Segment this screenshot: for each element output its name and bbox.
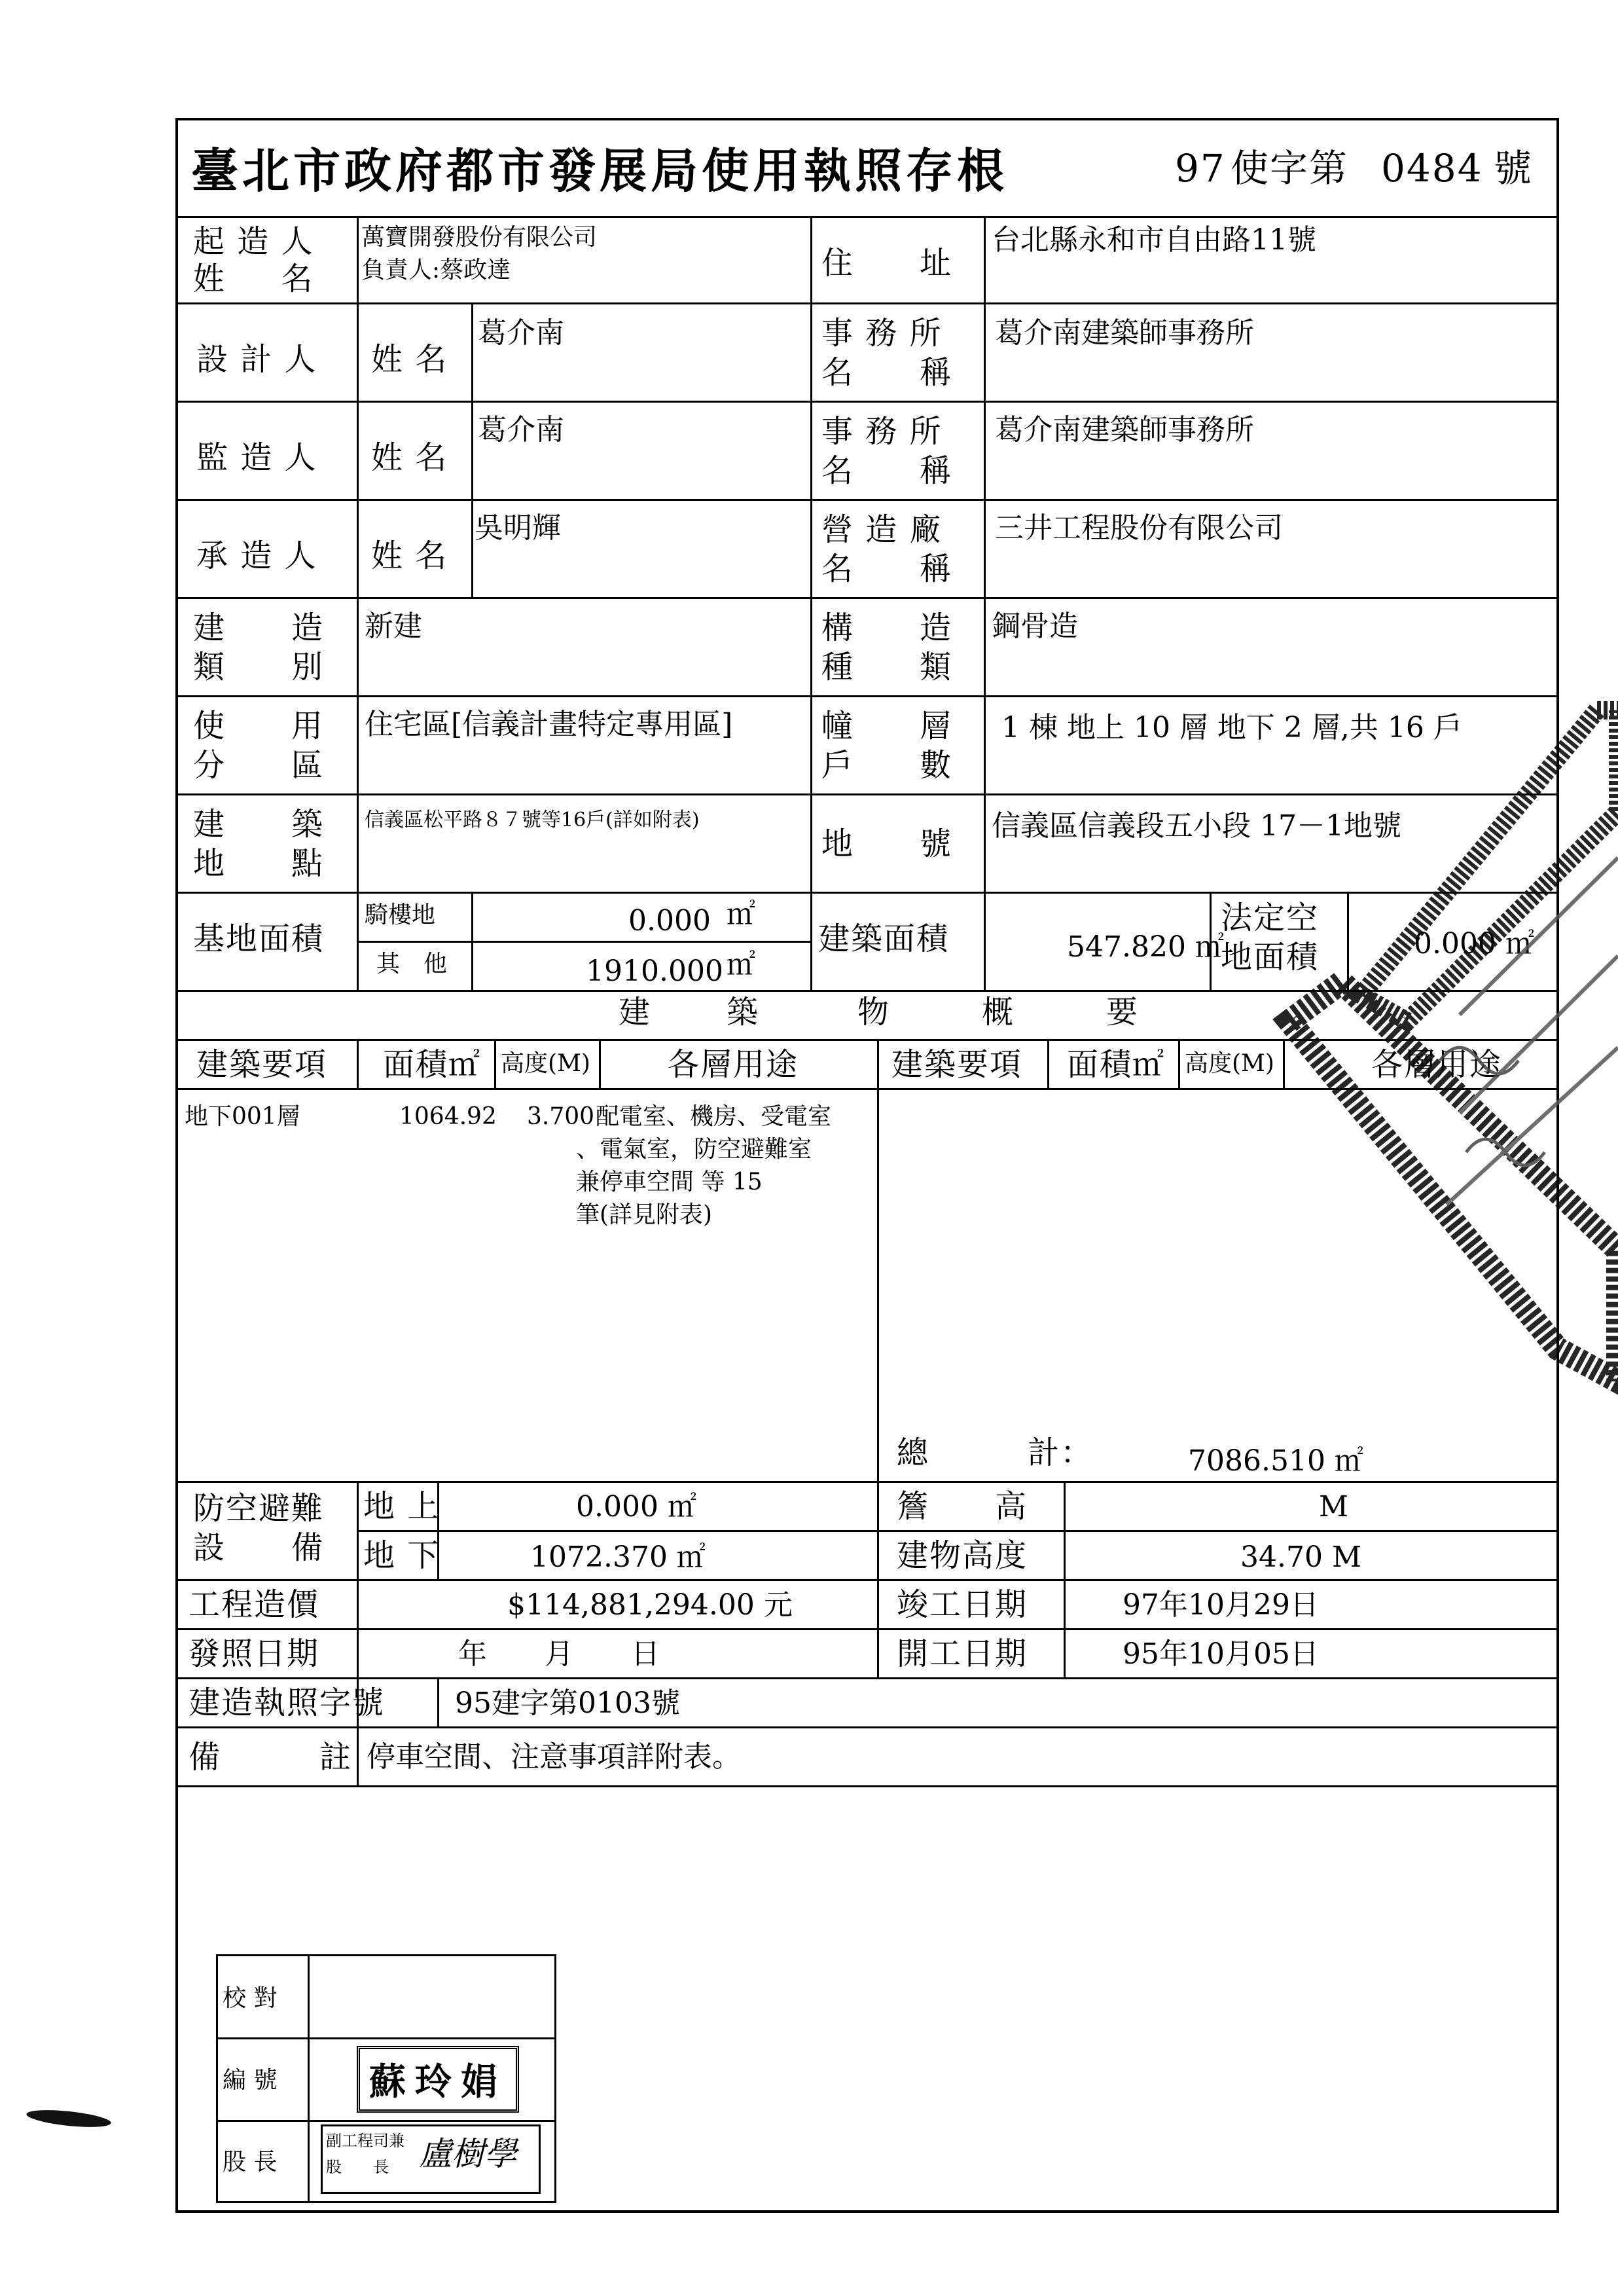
permit-year: 97 (1175, 146, 1226, 191)
col-header-height: 高度(M) (501, 1050, 590, 1077)
other-label: 其 他 (376, 951, 448, 977)
col-header-item-2: 建築要項 (891, 1046, 1023, 1083)
contractor-name: 吳明輝 (475, 511, 561, 545)
total-label: 總 計： (897, 1434, 1094, 1471)
construction-permit-value: 95建字第0103號 (455, 1686, 680, 1720)
cost-value: $114,881,294.00 元 (507, 1588, 793, 1622)
site-area-label: 基地面積 (193, 920, 325, 957)
chief-seal-title: 股 長 (326, 2158, 389, 2176)
stamp-band (1289, 710, 1618, 1381)
shelter-below-value: 1072.370 ㎡ (530, 1540, 706, 1574)
owner-representative: 負責人:蔡政達 (361, 257, 511, 283)
owner-label: 起 造 人 (193, 223, 314, 260)
open-space-label: 法定空 (1221, 900, 1320, 936)
other-value: 1910.000 (586, 955, 723, 988)
floor-use-line: 配電室、機房、受電室 (596, 1103, 832, 1130)
floor-label: 地下001層 (185, 1103, 300, 1130)
zoning-value: 住宅區[信義計畫特定專用區] (365, 708, 733, 741)
floor-area: 1064.92 (399, 1103, 497, 1130)
units-label: 戶 數 (821, 747, 953, 784)
start-date-label: 開工日期 (897, 1635, 1028, 1672)
col-header-height-2: 高度(M) (1185, 1050, 1274, 1077)
cost-label: 工程造價 (189, 1586, 320, 1623)
designer-office-label: 名 稱 (821, 354, 953, 391)
permit-number-suffix: 號 (1494, 146, 1534, 191)
build-type-label: 建 造 (193, 610, 325, 646)
eave-value: M (1319, 1490, 1349, 1523)
floor-use-line: 筆(詳見附表) (576, 1201, 713, 1228)
section-chief-label: 股 長 (223, 2149, 278, 2176)
overview-heading-char: 物 (857, 994, 891, 1030)
shelter-label: 設 備 (193, 1529, 325, 1566)
units-label: 幢 層 (821, 708, 953, 744)
remarks-label: 備 註 (189, 1739, 353, 1776)
overview-heading-char: 建 (619, 994, 652, 1030)
remarks-value: 停車空間、注意事項詳附表。 (367, 1740, 741, 1774)
zoning-label: 使 用 (193, 708, 325, 744)
owner-label: 姓 名 (193, 261, 314, 297)
document-title: 臺北市政府都市發展局使用執照存根 (191, 143, 1009, 198)
supervisor-office: 葛介南建築師事務所 (995, 413, 1254, 446)
overview-heading-char: 築 (727, 994, 760, 1030)
completion-value: 97年10月29日 (1123, 1588, 1319, 1622)
build-type-label: 類 別 (193, 649, 325, 685)
total-value: 7086.510 ㎡ (1188, 1444, 1363, 1478)
structure-value: 鋼骨造 (992, 610, 1078, 643)
issue-date-label: 發照日期 (189, 1635, 320, 1672)
col-header-use-2: 各層用途 (1371, 1046, 1503, 1083)
supervisor-office-label: 名 稱 (821, 452, 953, 489)
owner-address: 台北縣永和市自由路11號 (992, 223, 1316, 257)
chief-seal-title: 副工程司兼 (326, 2132, 404, 2150)
chief-seal-name: 盧樹學 (419, 2135, 517, 2173)
shelter-below-label: 地 下 (363, 1537, 440, 1574)
eave-label: 簷 高 (897, 1488, 1028, 1525)
contractor-firm-label: 營 造 廠 (821, 511, 943, 548)
build-type-value: 新建 (365, 610, 422, 643)
building-area-label: 建築面積 (818, 920, 950, 957)
other-unit: ㎡ (727, 948, 755, 981)
proofread-label: 校 對 (223, 1985, 278, 2012)
owner-company: 萬寶開發股份有限公司 (361, 224, 598, 251)
site-label: 建 築 (193, 806, 325, 843)
supervisor-office-label: 事 務 所 (821, 413, 943, 450)
designer-name-label: 姓 名 (371, 341, 448, 378)
designer-name: 葛介南 (478, 316, 564, 350)
col-header-use: 各層用途 (668, 1046, 799, 1083)
construction-permit-label: 建造執照字號 (189, 1685, 386, 1721)
open-space-value: 0.000 ㎡ (1414, 927, 1534, 960)
overview-heading-char: 概 (982, 994, 1015, 1030)
code-label: 編 號 (223, 2067, 278, 2094)
open-space-label: 地面積 (1221, 939, 1320, 975)
col-header-area: 面積㎡ (383, 1046, 482, 1083)
col-header-item: 建築要項 (196, 1046, 328, 1083)
permit-number: 0484 (1381, 146, 1483, 191)
building-height-label: 建物高度 (897, 1537, 1028, 1574)
zoning-label: 分 區 (193, 747, 325, 784)
floor-height: 3.700 (527, 1103, 595, 1130)
shelter-above-label: 地 上 (363, 1488, 440, 1525)
contractor-label: 承 造 人 (196, 538, 317, 574)
contractor-firm-label: 名 稱 (821, 551, 953, 587)
overview-heading-char: 要 (1106, 994, 1140, 1030)
designer-office: 葛介南建築師事務所 (995, 316, 1254, 350)
clerk-seal: 蘇玲娟 (357, 2046, 519, 2113)
lot-value: 信義區信義段五小段 17－1地號 (992, 809, 1401, 843)
arcade-value: 0.000 (628, 904, 711, 938)
completion-label: 竣工日期 (897, 1586, 1028, 1623)
structure-label: 種 類 (821, 649, 953, 685)
supervisor-name: 葛介南 (478, 413, 564, 446)
designer-label: 設 計 人 (196, 341, 317, 378)
site-value: 信義區松平路８７號等16戶(詳如附表) (365, 809, 700, 831)
supervisor-label: 監 造 人 (196, 439, 317, 476)
units-value: 1 棟 地上 10 層 地下 2 層,共 16 戶 (1001, 711, 1462, 744)
col-header-area-2: 面積㎡ (1067, 1046, 1166, 1083)
shelter-label: 防空避難 (193, 1490, 325, 1527)
start-date-value: 95年10月05日 (1123, 1637, 1319, 1671)
contractor-firm: 三井工程股份有限公司 (995, 511, 1283, 545)
floor-use-line: 兼停車空間 等 15 (576, 1169, 763, 1195)
contractor-name-label: 姓 名 (371, 538, 448, 574)
site-label: 地 點 (193, 845, 325, 882)
permit-number-label: 使字第 (1231, 146, 1349, 191)
arcade-unit: ㎡ (727, 898, 755, 931)
building-area-value: 547.820 ㎡ (1067, 930, 1224, 964)
address-label: 住 址 (821, 245, 953, 282)
building-height-value: 34.70 M (1240, 1540, 1362, 1574)
arcade-label: 騎樓地 (365, 902, 436, 928)
structure-label: 構 造 (821, 610, 953, 646)
issue-date-value: 年 月 日 (458, 1637, 660, 1671)
lot-label: 地 號 (821, 826, 953, 862)
shelter-above-value: 0.000 ㎡ (576, 1490, 696, 1523)
floor-use-line: 、電氣室，防空避難室 (576, 1136, 812, 1163)
supervisor-name-label: 姓 名 (371, 439, 448, 476)
designer-office-label: 事 務 所 (821, 315, 943, 352)
